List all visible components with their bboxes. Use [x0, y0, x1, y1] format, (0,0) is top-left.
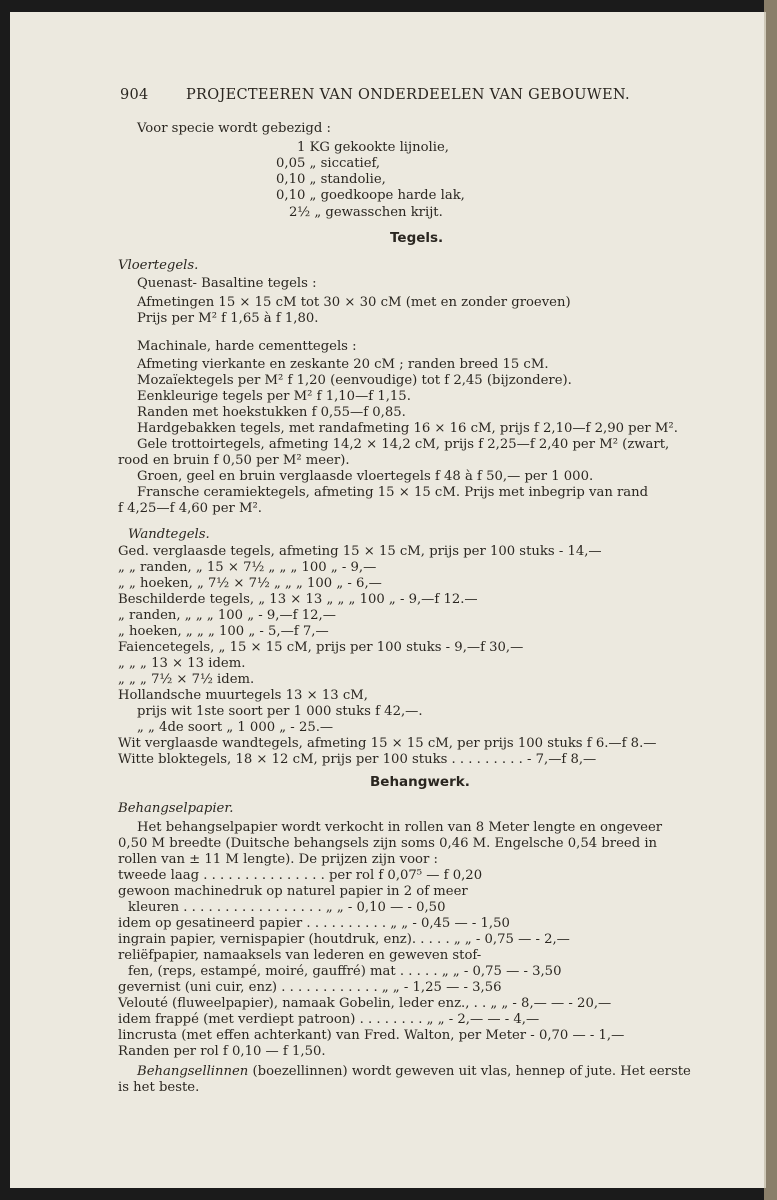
text-line: Afmetingen 15 × 15 cM tot 30 × 30 cM (met en zonder groeven): [137, 295, 571, 310]
text-line: Groen, geel en bruin verglaasde vloertegels f 48 à f 50,— per 1 000.: [137, 469, 594, 484]
text-line: Gele trottoirtegels, afmeting 14,2 × 14,2 cM, prijs f 2,25—f 2,40 per M² (zwart,: [137, 437, 670, 452]
text-line: f 4,25—f 4,60 per M².: [118, 501, 262, 516]
text-line: Eenkleurige tegels per M² f 1,10—f 1,15.: [137, 389, 411, 404]
text-line: Machinale, harde cementtegels :: [137, 339, 357, 354]
text-line: Prijs per M² f 1,65 à f 1,80.: [137, 311, 319, 326]
page-number: 904: [120, 87, 149, 103]
text-line: rood en bruin f 0,50 per M² meer).: [118, 453, 350, 468]
price-row: kleuren . . . . . . . . . . . . . . . . . „ „ - 0,10 — - 0,50: [128, 900, 446, 915]
section-heading-behangwerk: Behangwerk.: [370, 774, 470, 790]
wand-row: „ hoeken, „ „ „ 100 „ - 5,—f 7,—: [118, 624, 329, 639]
subsection-vloertegels: Vloertegels.: [118, 258, 199, 273]
wand-row: „ „ randen, „ 15 × 7½ „ „ „ 100 „ - 9,—: [118, 560, 377, 575]
subsection-behangselpapier: Behangselpapier.: [118, 801, 234, 816]
specie-item: 0,10 „ goedkoope harde lak,: [276, 188, 465, 203]
wand-row: „ „ „ 7½ × 7½ idem.: [118, 672, 255, 687]
text-line: Randen met hoekstukken f 0,55—f 0,85.: [137, 405, 406, 420]
price-row: gewoon machinedruk op naturel papier in 2 of meer: [118, 884, 468, 899]
text-line: is het beste.: [118, 1080, 200, 1095]
text-line: Quenast- Basaltine tegels :: [137, 276, 317, 291]
wand-row: Beschilderde tegels, „ 13 × 13 „ „ „ 100 „ - 9,—f 12.—: [118, 592, 478, 607]
specie-intro: Voor specie wordt gebezigd :: [137, 121, 331, 136]
specie-item: 2½ „ gewasschen krijt.: [289, 205, 443, 220]
wand-row: Witte bloktegels, 18 × 12 cM, prijs per 100 stuks . . . . . . . . . - 7,—f 8,—: [118, 752, 597, 767]
specie-item: 0,05 „ siccatief,: [276, 156, 381, 171]
text-line: rollen van ± 11 M lengte). De prijzen zijn voor :: [118, 852, 438, 867]
price-row: Velouté (fluweelpapier), namaak Gobelin, leder enz., . . „ „ - 8,— — - 20,—: [118, 996, 612, 1011]
price-row: reliëfpapier, namaaksels van lederen en geweven stof-: [118, 948, 482, 963]
wand-row: Wit verglaasde wandtegels, afmeting 15 × 15 cM, per prijs 100 stuks f 6.—f 8.—: [118, 736, 657, 751]
subsection-wandtegels: Wandtegels.: [128, 527, 210, 542]
wand-row: Hollandsche muurtegels 13 × 13 cM,: [118, 688, 368, 703]
specie-item: 1 KG gekookte lijnolie,: [297, 140, 449, 155]
price-row: fen, (reps, estampé, moiré, gauffré) mat . . . . . „ „ - 0,75 — - 3,50: [128, 964, 562, 979]
text-line: Mozaïektegels per M² f 1,20 (eenvoudige) tot f 2,45 (bijzondere).: [137, 373, 572, 388]
wand-row: Faiencetegels, „ 15 × 15 cM, prijs per 100 stuks - 9,—f 30,—: [118, 640, 524, 655]
price-row: idem op gesatineerd papier . . . . . . . . . . „ „ - 0,45 — - 1,50: [118, 916, 510, 931]
wand-row: „ „ 4de soort „ 1 000 „ - 25.—: [137, 720, 334, 735]
term-behangsellinnen: Behangsellinnen: [137, 1064, 249, 1079]
wand-row: „ „ „ 13 × 13 idem.: [118, 656, 246, 671]
section-heading-tegels: Tegels.: [390, 230, 444, 246]
wand-row: „ randen, „ „ „ 100 „ - 9,—f 12,—: [118, 608, 336, 623]
text-line: Fransche ceramiektegels, afmeting 15 × 15 cM. Prijs met inbegrip van rand: [137, 485, 649, 500]
paragraph-text: (boezellinnen) wordt geweven uit vlas, hennep of jute. Het eerste: [248, 1064, 691, 1079]
text-line: Afmeting vierkante en zeskante 20 cM ; randen breed 15 cM.: [137, 357, 549, 372]
wand-row: prijs wit 1ste soort per 1 000 stuks f 42,—.: [137, 704, 423, 719]
price-row: lincrusta (met effen achterkant) van Fred. Walton, per Meter - 0,70 — - 1,—: [118, 1028, 625, 1043]
price-row: tweede laag . . . . . . . . . . . . . . . per rol f 0,07⁵ — f 0,20: [118, 868, 483, 883]
wand-row: „ „ hoeken, „ 7½ × 7½ „ „ „ 100 „ - 6,—: [118, 576, 382, 591]
price-row: ingrain papier, vernispapier (houtdruk, enz). . . . . „ „ - 0,75 — - 2,—: [118, 932, 570, 947]
paragraph-behangsellinnen: [137, 1064, 691, 1079]
price-row: idem frappé (met verdiept patroon) . . . . . . . . „ „ - 2,— — - 4,—: [118, 1012, 540, 1027]
price-row: gevernist (uni cuir, enz) . . . . . . . . . . . . „ „ - 1,25 — - 3,56: [118, 980, 502, 995]
text-line: 0,50 M breedte (Duitsche behangsels zijn soms 0,46 M. Engelsche 0,54 breed in: [118, 836, 658, 851]
running-title: PROJECTEEREN VAN ONDERDEELEN VAN GEBOUWEN.: [186, 87, 630, 103]
wand-row: Ged. verglaasde tegels, afmeting 15 × 15 cM, prijs per 100 stuks - 14,—: [118, 544, 602, 559]
book-page: [10, 12, 766, 1188]
text-line: Hardgebakken tegels, met randafmeting 16 × 16 cM, prijs f 2,10—f 2,90 per M².: [137, 421, 678, 436]
text-line: Randen per rol f 0,10 — f 1,50.: [118, 1044, 326, 1059]
text-line: Het behangselpapier wordt verkocht in rollen van 8 Meter lengte en ongeveer: [137, 820, 663, 835]
specie-item: 0,10 „ standolie,: [276, 172, 386, 187]
